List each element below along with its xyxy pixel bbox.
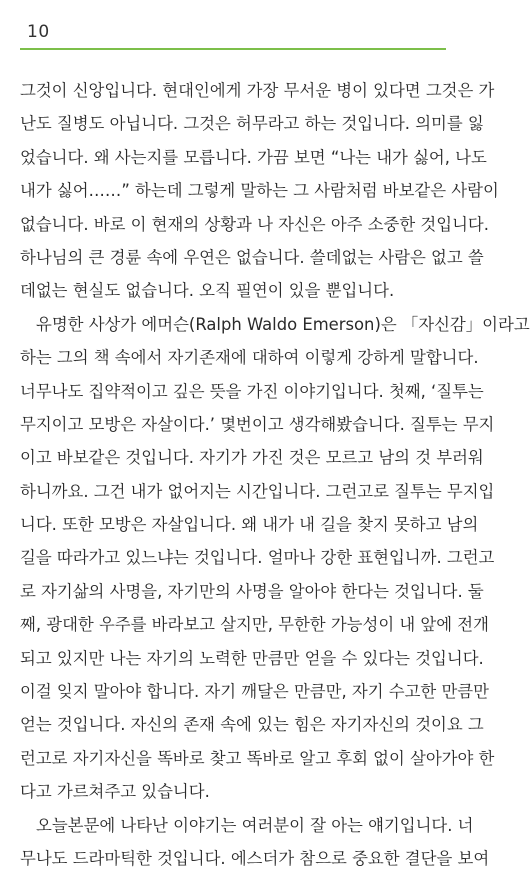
text-line: 이고 바보같은 것입니다. 자기가 가진 것은 모르고 남의 것 부러워 xyxy=(20,448,484,468)
text-line: 하는 그의 책 속에서 자기존재에 대하여 이렇게 강하게 말합니다. xyxy=(20,348,479,368)
text-line: 길을 따라가고 있느냐는 것입니다. 얼마나 강한 표현입니까. 그런고 xyxy=(20,548,495,568)
text-line: 었습니다. 왜 사는지를 모릅니다. 가끔 보면 “나는 내가 싫어, 나도 xyxy=(20,147,487,167)
text-line: 로 자기삶의 사명을, 자기만의 사명을 알아야 한다는 것입니다. 둘 xyxy=(20,581,484,601)
header-rule xyxy=(20,48,446,50)
body-text xyxy=(20,74,530,875)
text-line: 그것이 신앙입니다. 현대인에게 가장 무서운 병이 있다면 그것은 가 xyxy=(20,81,495,100)
text-line: 오늘본문에 나타난 이야기는 여러분이 잘 아는 얘기입니다. 너 xyxy=(36,815,474,835)
page-number: 10 xyxy=(27,22,50,42)
text-line: 데없는 현실도 없습니다. 오직 필연이 있을 뿐입니다. xyxy=(20,281,395,301)
text-line: 난도 질병도 아닙니다. 그것은 허무라고 하는 것입니다. 의미를 잃 xyxy=(20,114,484,134)
text-line: 니다. 또한 모방은 자살입니다. 왜 내가 내 길을 찾지 못하고 남의 xyxy=(20,515,479,535)
text-line: 다고 가르쳐주고 있습니다. xyxy=(20,782,210,802)
text-line: 이걸 잊지 말아야 합니다. 자기 깨달은 만큼만, 자기 수고한 만큼만 xyxy=(20,682,489,702)
text-line: 째, 광대한 우주를 바라보고 살지만, 무한한 가능성이 내 앞에 전개 xyxy=(20,615,489,635)
text-line: 되고 있지만 나는 자기의 노력한 만큼만 얻을 수 있다는 것입니다. xyxy=(20,648,484,668)
text-line: 무나도 드라마틱한 것입니다. 에스더가 참으로 중요한 결단을 보여 xyxy=(20,848,490,868)
text-line: 얻는 것입니다. 자신의 존재 속에 있는 힘은 자기자신의 것이요 그 xyxy=(20,715,484,735)
text-line: 하나님의 큰 경륜 속에 우연은 없습니다. 쓸데없는 사람은 없고 쓸 xyxy=(20,247,484,267)
text-line: 무지이고 모방은 자살이다.’ 몇번이고 생각해봤습니다. 질투는 무지 xyxy=(20,414,495,434)
text-line: 유명한 사상가 에머슨(Ralph Waldo Emerson)은 「자신감」이라고 xyxy=(36,314,530,334)
text-line: 너무나도 집약적이고 깊은 뜻을 가진 이야기입니다. 첫째, ‘질투는 xyxy=(20,381,484,401)
text-line: 없습니다. 바로 이 현재의 상황과 나 자신은 아주 소중한 것입니다. xyxy=(20,214,489,234)
text-line: 런고로 자기자신을 똑바로 찾고 똑바로 알고 후회 없이 살아가야 한 xyxy=(20,748,495,768)
text-line: 하니까요. 그건 내가 없어지는 시간입니다. 그런고로 질투는 무지입 xyxy=(20,481,495,501)
text-line: 내가 싫어……” 하는데 그렇게 말하는 그 사람처럼 바보같은 사람이 xyxy=(20,181,499,201)
